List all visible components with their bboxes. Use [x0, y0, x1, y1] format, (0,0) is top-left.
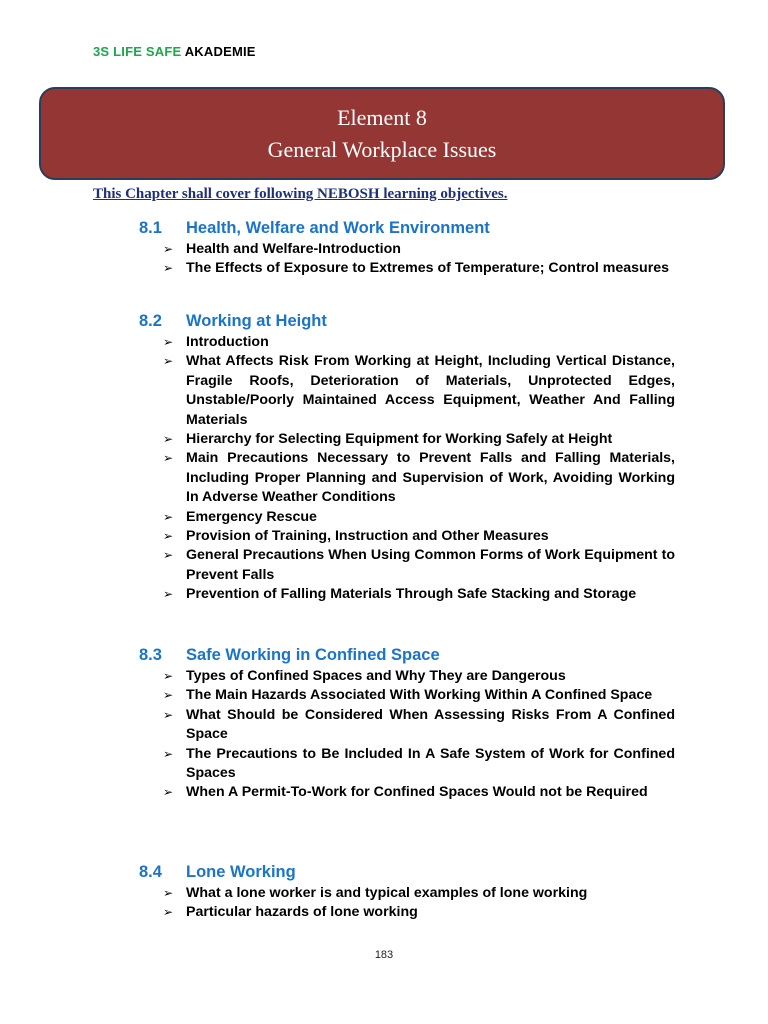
brand-name-black: AKADEMIE	[184, 44, 256, 59]
list-item: ➢ General Precautions When Using Common Forms of Work Equipment to Prevent Falls	[163, 547, 675, 583]
list-item: ➢ Main Precautions Necessary to Prevent Falls and Falling Materials, Including Proper Planning and Supervision of Work, Avoiding Working In Adverse Weather Conditions	[163, 450, 675, 506]
list-item: ➢ When A Permit-To-Work for Confined Spaces Would not be Required	[139, 783, 675, 802]
element-title: General Workplace Issues	[267, 137, 497, 162]
arrow-bullet-icon: ➢	[163, 548, 174, 563]
list-item: ➢ Provision of Training, Instruction and Other Measures	[139, 527, 675, 546]
section-title: Safe Working in Confined Space	[186, 646, 440, 664]
list-item: ➢ Health and Welfare-Introduction	[139, 240, 675, 259]
list-item: ➢ Emergency Rescue	[139, 508, 675, 527]
objective-list	[139, 884, 679, 923]
arrow-bullet-icon: ➢	[163, 335, 174, 349]
objective-list	[139, 333, 679, 605]
section-heading	[139, 312, 679, 333]
section-8-2	[139, 312, 679, 605]
list-item: ➢ The Precautions to Be Included In A Safe System of Work for Confined Spaces	[163, 745, 675, 782]
arrow-bullet-icon: ➢	[163, 785, 174, 800]
arrow-bullet-icon: ➢	[163, 707, 174, 722]
section-number: 8.4	[139, 863, 162, 881]
objective-list	[139, 667, 679, 803]
list-item: ➢ Types of Confined Spaces and Why They are Dangerous	[139, 667, 675, 686]
arrow-bullet-icon: ➢	[163, 688, 174, 703]
section-number: 8.1	[139, 219, 162, 237]
brand-header	[93, 44, 256, 59]
arrow-bullet-icon: ➢	[163, 261, 174, 276]
section-title: Lone Working	[186, 863, 296, 881]
section-number: 8.2	[139, 312, 162, 330]
section-heading	[139, 646, 679, 667]
arrow-bullet-icon: ➢	[163, 354, 174, 369]
section-8-3	[139, 646, 679, 803]
chapter-intro: This Chapter shall cover following NEBOSH learning objectives.	[93, 186, 508, 202]
arrow-bullet-icon: ➢	[163, 242, 174, 256]
arrow-bullet-icon: ➢	[163, 451, 174, 466]
section-heading	[139, 219, 679, 240]
list-item: ➢ Hierarchy for Selecting Equipment for Working Safely at Height	[139, 430, 675, 449]
element-number: Element 8	[337, 105, 427, 130]
list-item: ➢ Prevention of Falling Materials Through Safe Stacking and Storage	[139, 585, 675, 604]
section-title: Working at Height	[186, 312, 327, 330]
arrow-bullet-icon: ➢	[163, 886, 174, 900]
arrow-bullet-icon: ➢	[163, 432, 174, 447]
section-8-4	[139, 863, 679, 923]
arrow-bullet-icon: ➢	[163, 746, 174, 761]
section-title: Health, Welfare and Work Environment	[186, 219, 490, 237]
section-number: 8.3	[139, 646, 162, 664]
arrow-bullet-icon: ➢	[163, 509, 174, 524]
list-item: ➢ The Main Hazards Associated With Working Within A Confined Space	[139, 686, 675, 705]
section-heading	[139, 863, 679, 884]
brand-name-green: 3S LIFE SAFE	[93, 44, 182, 59]
arrow-bullet-icon: ➢	[163, 529, 174, 544]
arrow-bullet-icon: ➢	[163, 669, 174, 683]
element-title-banner	[39, 87, 725, 180]
list-item: ➢ Introduction	[139, 333, 675, 352]
page-number: 183	[374, 949, 394, 961]
section-8-1	[139, 219, 679, 279]
list-item: ➢ Particular hazards of lone working	[139, 903, 675, 922]
list-item: ➢ The Effects of Exposure to Extremes of Temperature; Control measures	[139, 259, 675, 278]
list-item: ➢ What Affects Risk From Working at Height, Including Vertical Distance, Fragile Roofs, Deterioration of Materials, Unprotected Edges, Unstable/Poorly Maintained Access Equipment, Weather And Falling Materials	[163, 353, 675, 428]
arrow-bullet-icon: ➢	[163, 587, 174, 602]
objective-list	[139, 240, 679, 279]
list-item: ➢ What a lone worker is and typical examples of lone working	[139, 884, 675, 903]
arrow-bullet-icon: ➢	[163, 905, 174, 920]
list-item: ➢ What Should be Considered When Assessing Risks From A Confined Space	[163, 706, 675, 743]
